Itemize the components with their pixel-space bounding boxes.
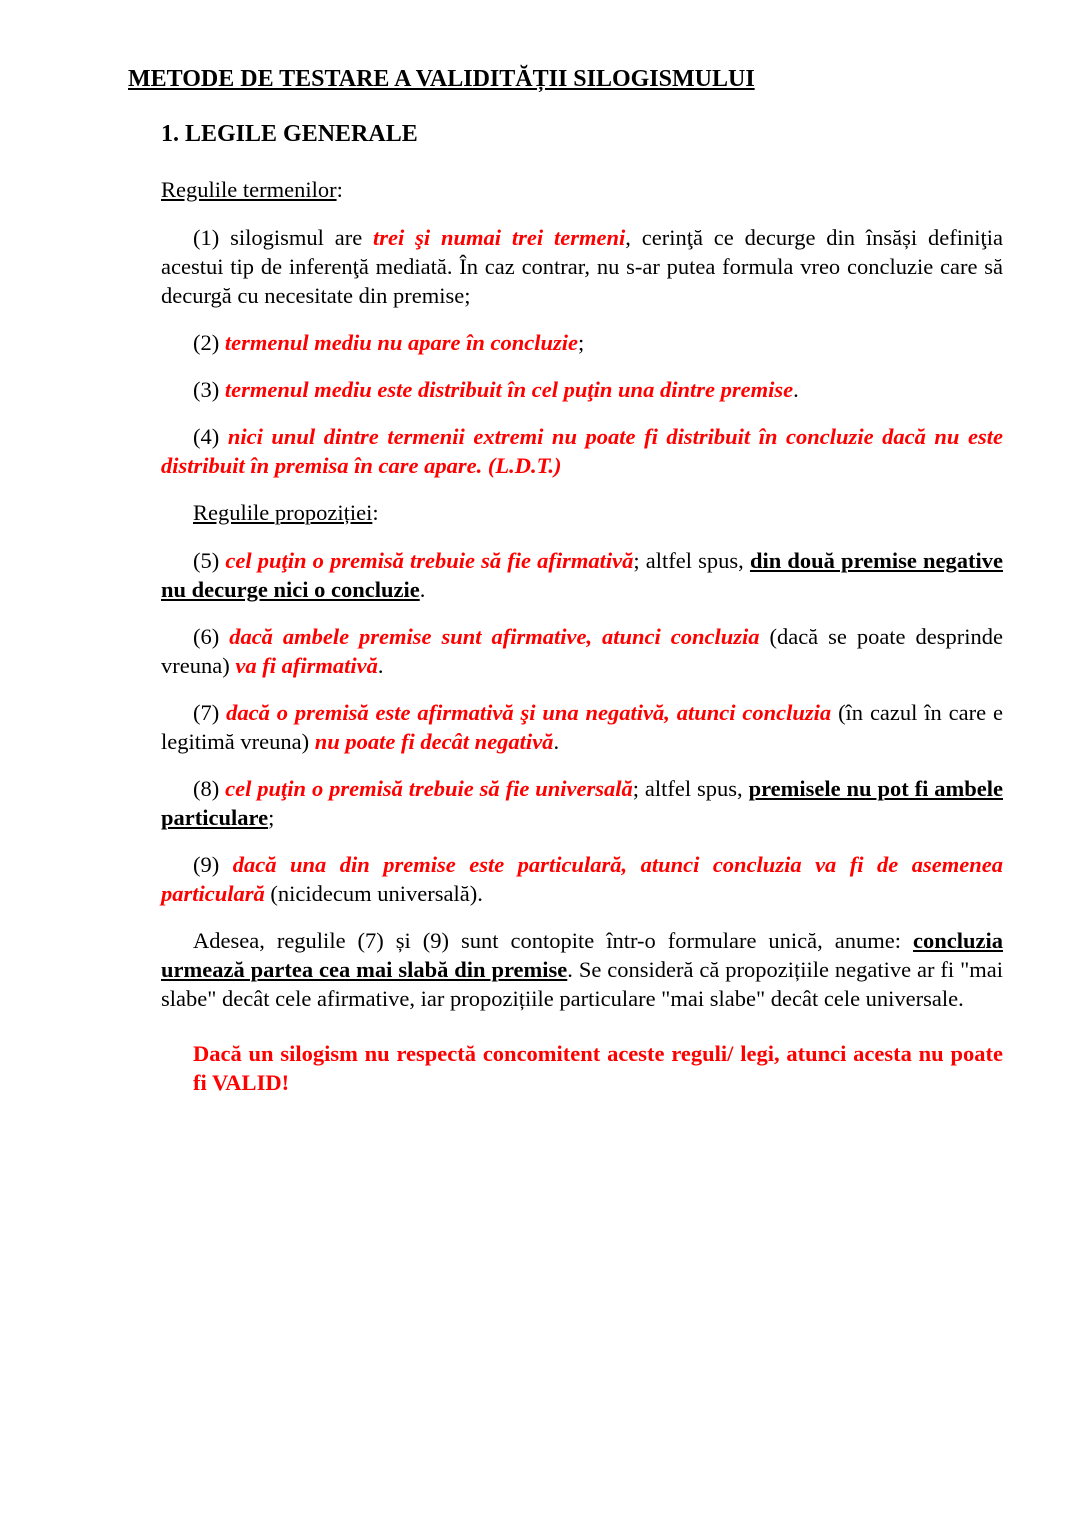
paragraph-text: (7) <box>193 700 227 725</box>
paragraph-text: (2) <box>193 330 225 355</box>
subheading-term-rules <box>161 175 1003 204</box>
colon: : <box>372 500 379 525</box>
emphasized-rule-text: trei şi numai trei termeni <box>373 225 626 250</box>
paragraph-text: . <box>419 577 426 602</box>
emphasized-rule-text: dacă una din premise este particulară, atunci concluzia va fi de asemenea particulară <box>161 852 1003 906</box>
subheading-term-rules-text: Regulile termenilor <box>161 177 337 202</box>
paragraph-text: . <box>553 729 560 754</box>
paragraph-text: (9) <box>193 852 233 877</box>
paragraph-text: (3) <box>193 377 225 402</box>
underlined-bold-text: concluzia urmează partea cea mai slabă din premise <box>161 928 1003 982</box>
paragraph-text: ; altfel spus, <box>632 776 749 801</box>
colon: : <box>336 177 343 202</box>
emphasized-rule-text: va fi afirmativă <box>235 653 378 678</box>
paragraph-text: (4) <box>193 424 228 449</box>
paragraph-text: . <box>377 653 384 678</box>
document-title: METODE DE TESTARE A VALIDITĂȚII SILOGISMULUI <box>128 66 755 92</box>
paragraph-text: ; <box>268 805 275 830</box>
paragraph-text: , cerinţă ce decurge din însăși definiţia acestui tip de inferenţă mediată. În caz contrar, nu s-ar putea formula vreo concluzie care să decurgă cu necesitate din premise; <box>161 225 1003 308</box>
paragraph-text: (5) <box>193 548 226 573</box>
rule-paragraph <box>161 850 1003 908</box>
emphasized-rule-text: dacă o premisă este afirmativă şi una negativă, atunci concluzia <box>226 700 832 725</box>
emphasized-rule-text: dacă ambele premise sunt afirmative, atunci concluzia <box>229 624 760 649</box>
term-rules-list <box>161 223 1003 480</box>
paragraph-text: (dacă se poate desprinde vreuna) <box>161 624 1003 678</box>
paragraph-text: ; altfel spus, <box>633 548 750 573</box>
rule-paragraph <box>161 926 1003 1013</box>
paragraph-text: . <box>793 377 799 402</box>
paragraph-text: (6) <box>193 624 230 649</box>
subheading-proposition-rules <box>161 498 1003 527</box>
rule-paragraph <box>161 223 1003 310</box>
rule-paragraph <box>161 546 1003 604</box>
proposition-rules-list <box>161 546 1003 1013</box>
paragraph-text: . Se consideră că propozițiile negative ar fi "mai slabe" decât cele afirmative, iar propozițiile particulare "mai slabe" decât cele universale. <box>161 957 1004 1011</box>
paragraph-text: (nicidecum universală). <box>264 881 483 906</box>
rule-paragraph <box>161 698 1003 756</box>
underlined-bold-text: premisele nu pot fi ambele particulare <box>161 776 1003 830</box>
paragraph-text: Adesea, regulile (7) și (9) sunt contopite într-o formulare unică, anume: <box>193 928 913 953</box>
rule-paragraph <box>161 422 1003 480</box>
paragraph-text: (8) <box>193 776 226 801</box>
rule-paragraph <box>161 774 1003 832</box>
emphasized-rule-text: cel puţin o premisă trebuie să fie afirmativă <box>225 548 634 573</box>
rule-paragraph <box>161 622 1003 680</box>
emphasized-rule-text: cel puţin o premisă trebuie să fie universală <box>225 776 633 801</box>
paragraph-text: (în cazul în care e legitimă vreuna) <box>161 700 1003 754</box>
section-heading: 1. LEGILE GENERALE <box>161 121 418 147</box>
emphasized-rule-text: nici unul dintre termenii extremi nu poate fi distribuit în concluzie dacă nu este distribuit în premisa în care apare. (L.D.T.) <box>161 424 1003 478</box>
rule-paragraph <box>161 328 1003 357</box>
underlined-bold-text: din două premise negative nu decurge nici o concluzie <box>161 548 1003 602</box>
final-note: Dacă un silogism nu respectă concomitent aceste reguli/ legi, atunci acesta nu poate fi VALID! <box>193 1041 1003 1095</box>
emphasized-rule-text: termenul mediu este distribuit în cel puţin una dintre premise <box>224 377 794 402</box>
emphasized-rule-text: nu poate fi decât negativă <box>314 729 554 754</box>
paragraph-text: (1) silogismul are <box>193 225 374 250</box>
paragraph-text: ; <box>578 330 585 355</box>
document-body <box>161 175 1003 1097</box>
subheading-proposition-rules-text: Regulile propoziției <box>193 500 373 525</box>
emphasized-rule-text: termenul mediu nu apare în concluzie <box>224 330 579 355</box>
rule-paragraph <box>161 375 1003 404</box>
